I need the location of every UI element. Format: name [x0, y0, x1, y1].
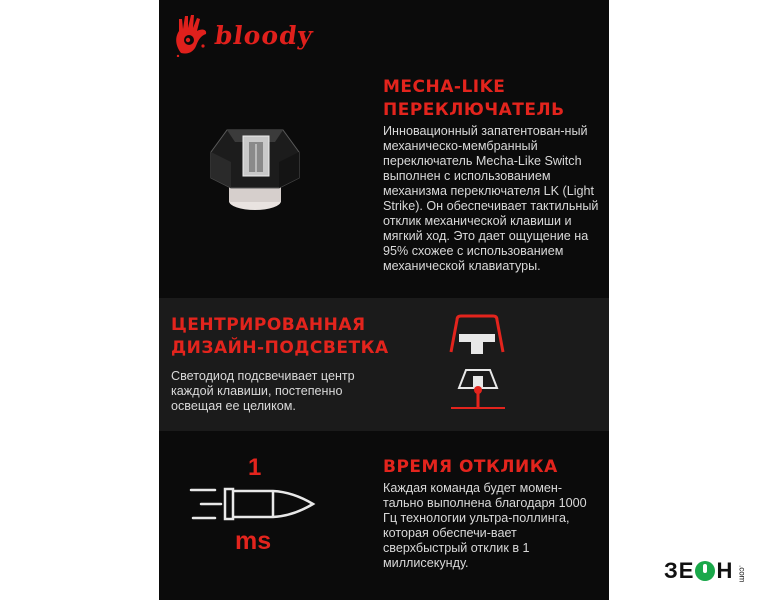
- power-icon: [695, 561, 715, 581]
- response-unit: ms: [235, 527, 272, 555]
- section2-description: Светодиод подсвечивает центр каждой клавиши, постепенно освещая ее целиком.: [171, 369, 355, 413]
- keycap-icon: [447, 312, 507, 358]
- led-switch-icon: [449, 364, 507, 414]
- section1-heading-line2: ПЕРЕКЛЮЧАТЕЛЬ: [383, 100, 565, 120]
- section1-heading-line1: MECHA-LIKE: [383, 77, 506, 97]
- section3-heading: ВРЕМЯ ОТКЛИКА: [383, 457, 558, 477]
- store-watermark: [664, 560, 745, 582]
- section2-heading: [171, 314, 401, 360]
- section2-heading-line1: ЦЕНТРИРОВАННАЯ: [171, 315, 366, 335]
- hand-logo-icon: [173, 13, 209, 57]
- backlight-band: [159, 298, 609, 431]
- section2-heading-line2: ДИЗАЙН-ПОДСВЕТКА: [171, 338, 389, 358]
- section1-heading: [383, 76, 603, 122]
- brand-logo: [173, 12, 316, 58]
- section1-description: Инновационный запатентован-ный механическо-мембранный переключатель Mecha-Like Switch выполнен с использованием механизма переключателя LK (Light Strike). Он обеспечивает тактильный отклик механической клавиши и мягкий ход. Это дает ощущение на 95% схожее с использованием механической клавиатуры.: [383, 124, 599, 273]
- product-poster: [159, 0, 609, 600]
- brand-name: bloody: [212, 20, 316, 50]
- bullet-icon: [189, 478, 319, 530]
- store-name-right: Н: [716, 558, 734, 583]
- response-number: 1: [248, 454, 262, 481]
- section3-description: Каждая команда будет момен-тально выполнена благодаря 1000 Гц технологии ультра-поллинга, которая обеспечи-вает сверхбыстрый отклик в 1 миллисекунду.: [383, 481, 587, 570]
- switch-image-icon: [205, 122, 305, 216]
- store-domain: .com: [737, 564, 747, 582]
- store-name-left: ЗЕ: [664, 558, 695, 583]
